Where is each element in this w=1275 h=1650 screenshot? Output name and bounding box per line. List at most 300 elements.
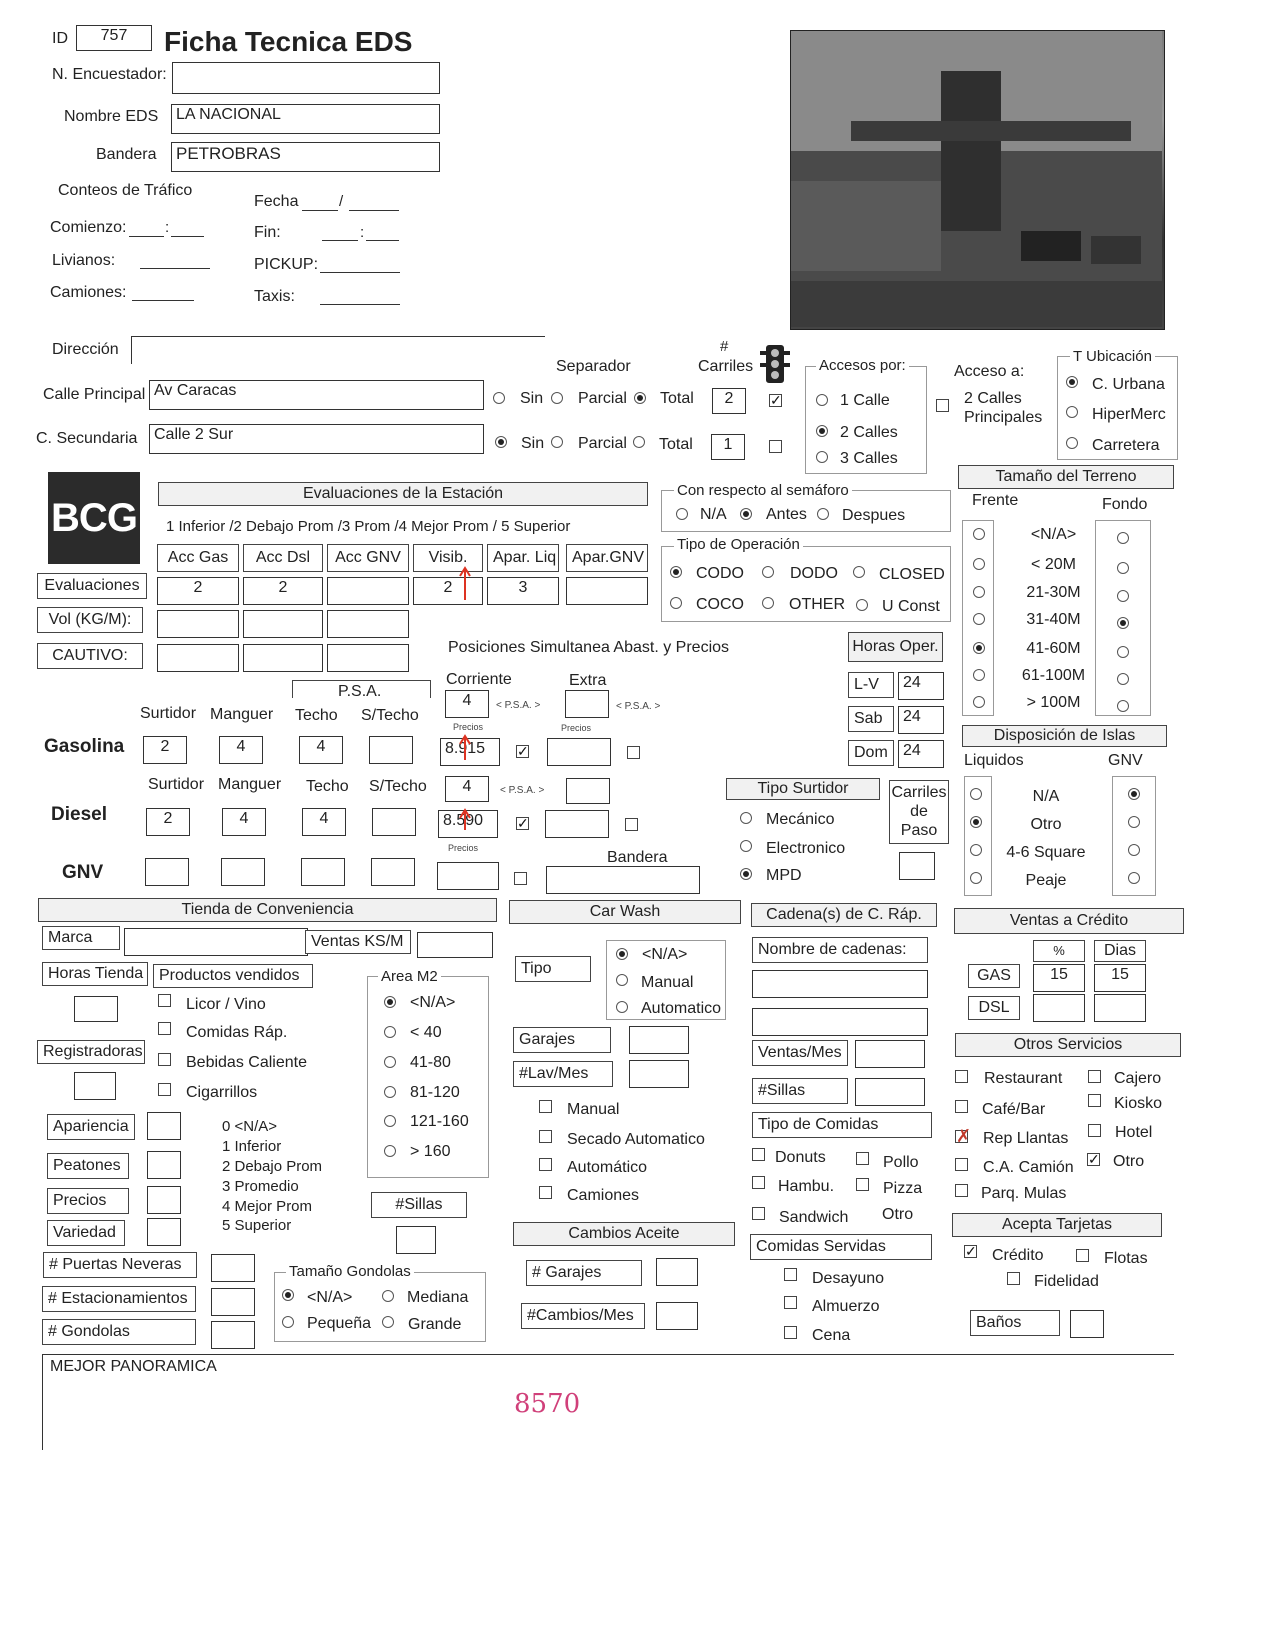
carwash-lav-label: #Lav/Mes xyxy=(513,1061,613,1087)
comida-hambu-checkbox[interactable] xyxy=(752,1176,765,1189)
islas-liq-radio-0[interactable] xyxy=(970,788,982,800)
tienda-eval-field-0[interactable] xyxy=(147,1112,181,1140)
gas-extra-checkbox[interactable] xyxy=(627,746,640,759)
aceite-cambios-label: #Cambios/Mes xyxy=(521,1303,645,1329)
evaluaciones-scale: 1 Inferior /2 Debajo Prom /3 Prom /4 Mejor Prom / 5 Superior xyxy=(166,518,571,535)
comida-pizza-checkbox[interactable] xyxy=(856,1178,869,1191)
prod-licor-checkbox[interactable] xyxy=(158,994,171,1007)
tarjeta-flotas-label: Flotas xyxy=(1104,1250,1148,1267)
servida-cena-checkbox[interactable] xyxy=(784,1326,797,1339)
semaforo-antes-radio[interactable] xyxy=(740,508,752,520)
gas-corriente-psa[interactable]: 4 xyxy=(445,690,489,718)
cw-automatico-label: Automático xyxy=(567,1159,648,1176)
otros-mulas-checkbox[interactable] xyxy=(955,1184,968,1197)
fin-minute[interactable] xyxy=(366,240,399,241)
encuestador-field[interactable] xyxy=(172,62,440,94)
dsl-stecho-field[interactable] xyxy=(372,808,416,836)
taxis-field[interactable] xyxy=(320,304,400,305)
carriles-paso-label xyxy=(889,780,949,844)
accesos-3-label: 3 Calles xyxy=(840,450,898,467)
accesos-title: Accesos por: xyxy=(816,357,909,374)
area-radio-3[interactable] xyxy=(384,1086,396,1098)
tienda-eval-field-1[interactable] xyxy=(147,1151,181,1179)
op-coco-label: COCO xyxy=(696,596,744,613)
gondola-grande-label: Grande xyxy=(408,1316,462,1333)
cadenas-nombre-field-1[interactable] xyxy=(752,970,928,998)
traffic-title: Conteos de Tráfico xyxy=(58,182,193,199)
traffic-light-icon xyxy=(760,345,792,385)
tienda-eval-label-2: Precios xyxy=(47,1188,129,1214)
acceso-a-value2: Principales xyxy=(964,409,1043,426)
islas-gnv: GNV xyxy=(1108,752,1143,769)
panoramica-note: 8570 xyxy=(514,1389,581,1419)
credito-gas-pct[interactable]: 15 xyxy=(1033,964,1085,992)
comienzo-minute[interactable] xyxy=(171,236,204,237)
frente-radio-2[interactable] xyxy=(973,586,985,598)
islas-gnv-radio-2[interactable] xyxy=(1128,844,1140,856)
ubicacion-carretera-radio[interactable] xyxy=(1066,437,1078,449)
panoramica-label: MEJOR PANORAMICA xyxy=(50,1358,217,1375)
surtidor-electronico-radio[interactable] xyxy=(740,840,752,852)
secundaria-carriles-field[interactable]: 1 xyxy=(711,434,745,460)
credito-dias-label: Dias xyxy=(1094,940,1146,962)
dsl-extra-precio[interactable] xyxy=(545,810,609,838)
fondo-radio-6[interactable] xyxy=(1117,700,1129,712)
direccion-field[interactable] xyxy=(131,336,545,364)
prod-cigarrillos-checkbox[interactable] xyxy=(158,1083,171,1096)
tienda-eval-field-2[interactable] xyxy=(147,1186,181,1214)
gondola-size-title: Tamaño Gondolas xyxy=(286,1263,414,1280)
gas-extra-precio[interactable] xyxy=(547,738,611,766)
horas-lv-label: L-V xyxy=(848,672,894,698)
dsl-extra-checkbox[interactable] xyxy=(625,818,638,831)
comida-pollo-checkbox[interactable] xyxy=(856,1152,869,1165)
prod-licor-label: Licor / Vino xyxy=(186,996,266,1013)
carwash-auto-radio[interactable] xyxy=(616,1001,628,1013)
aceite-garajes-field[interactable] xyxy=(656,1258,698,1286)
op-closed-label: CLOSED xyxy=(879,566,945,583)
gondola-pequena-radio[interactable] xyxy=(282,1316,294,1328)
livianos-field[interactable] xyxy=(140,268,210,269)
area-radio-4[interactable] xyxy=(384,1115,396,1127)
credito-gas-label: GAS xyxy=(968,964,1020,988)
gas-techo-field[interactable]: 4 xyxy=(299,736,343,764)
fecha-month[interactable] xyxy=(349,210,399,211)
comida-otro-label: Otro xyxy=(882,1206,914,1223)
tienda-ventas-field[interactable] xyxy=(417,932,493,958)
gas-manguer-label: Manguer xyxy=(210,706,274,723)
secundaria-parcial-radio[interactable] xyxy=(551,436,563,448)
secundaria-sin-radio[interactable] xyxy=(495,436,507,448)
prod-comidas-checkbox[interactable] xyxy=(158,1022,171,1035)
otros-cajero-checkbox[interactable] xyxy=(1088,1070,1101,1083)
otros-cafe-checkbox[interactable] xyxy=(955,1100,968,1113)
area-option-2: 41-80 xyxy=(410,1054,451,1071)
camiones-field[interactable] xyxy=(132,300,194,301)
otros-header: Otros Servicios xyxy=(955,1033,1181,1057)
carriles-label: Carriles xyxy=(698,358,754,375)
carwash-garajes-field[interactable] xyxy=(629,1026,689,1054)
cw-camiones-label: Camiones xyxy=(567,1187,640,1204)
posiciones-title: Posiciones Simultanea Abast. y Precios xyxy=(448,639,730,656)
islas-option-0: N/A xyxy=(1032,788,1060,805)
tienda-marca-field[interactable] xyxy=(124,928,308,956)
frente-radio-5[interactable] xyxy=(973,669,985,681)
area-radio-0[interactable] xyxy=(384,996,396,1008)
islas-liq-radio-2[interactable] xyxy=(970,844,982,856)
registradoras-field[interactable] xyxy=(74,1072,116,1100)
prod-cigarrillos-label: Cigarrillos xyxy=(186,1084,258,1101)
scale-item-3: 3 Promedio xyxy=(222,1178,299,1195)
eval-acc-dsl[interactable]: 2 xyxy=(243,577,323,605)
op-other-radio[interactable] xyxy=(762,597,774,609)
fondo-radio-5[interactable] xyxy=(1117,673,1129,685)
accesos-1-radio[interactable] xyxy=(816,394,828,406)
servida-desayuno-checkbox[interactable] xyxy=(784,1268,797,1281)
horas-lv-field[interactable]: 24 xyxy=(898,672,944,700)
camiones-label: Camiones: xyxy=(50,284,127,301)
terreno-fondo: Fondo xyxy=(1102,496,1148,513)
prod-bebidas-label: Bebidas Caliente xyxy=(186,1054,307,1071)
tienda-horas-field[interactable] xyxy=(74,996,118,1022)
accesos-1-label: 1 Calle xyxy=(840,392,890,409)
area-option-3: 81-120 xyxy=(410,1084,460,1101)
eval-acc-gas[interactable]: 2 xyxy=(157,577,239,605)
comida-pollo-label: Pollo xyxy=(883,1154,919,1171)
comienzo-label: Comienzo: xyxy=(50,219,127,236)
gondola-grande-radio[interactable] xyxy=(382,1316,394,1328)
carriles-paso-line2: de xyxy=(910,803,928,820)
cw-secado-checkbox[interactable] xyxy=(539,1130,552,1143)
gondola-na-label: <N/A> xyxy=(307,1289,353,1306)
red-arrow-mark xyxy=(458,566,472,602)
gas-surtidor-field[interactable]: 2 xyxy=(143,736,187,764)
frente-radio-3[interactable] xyxy=(973,613,985,625)
vol-acc-gnv[interactable] xyxy=(327,610,409,638)
cw-manual-checkbox[interactable] xyxy=(539,1100,552,1113)
dsl-techo-label: Techo xyxy=(306,778,349,795)
comida-pizza-label: Pizza xyxy=(883,1180,923,1197)
terreno-option-4: 41-60M xyxy=(1026,640,1081,657)
principal-total-radio[interactable] xyxy=(634,392,646,404)
frente-radio-4[interactable] xyxy=(973,642,985,654)
scale-item-4: 4 Mejor Prom xyxy=(222,1198,313,1215)
otros-kiosko-checkbox[interactable] xyxy=(1088,1094,1101,1107)
frente-radio-0[interactable] xyxy=(973,528,985,540)
prod-comidas-label: Comidas Ráp. xyxy=(186,1024,288,1041)
op-codo-radio[interactable] xyxy=(670,566,682,578)
op-dodo-label: DODO xyxy=(790,565,838,582)
gas-stecho-field[interactable] xyxy=(369,736,413,764)
tienda-sillas-label: #Sillas xyxy=(371,1192,467,1218)
estacionamientos-field[interactable] xyxy=(211,1288,255,1316)
otros-otro-label: Otro xyxy=(1113,1153,1145,1170)
semaforo-despues-radio[interactable] xyxy=(817,508,829,520)
credito-dsl-label: DSL xyxy=(968,996,1020,1020)
fecha-sep: / xyxy=(339,193,344,210)
livianos-label: Livianos: xyxy=(52,252,116,269)
calle-secundaria-field[interactable]: Calle 2 Sur xyxy=(149,424,484,454)
credito-dsl-pct[interactable] xyxy=(1033,994,1085,1022)
encuestador-label: N. Encuestador: xyxy=(52,66,167,83)
aceite-cambios-field[interactable] xyxy=(656,1302,698,1330)
carwash-auto-label: Automatico xyxy=(641,1000,722,1017)
tarjeta-flotas-checkbox[interactable] xyxy=(1076,1249,1089,1262)
dsl-precio-checkbox[interactable] xyxy=(516,817,529,830)
otros-hotel-label: Hotel xyxy=(1115,1124,1153,1141)
terreno-option-3: 31-40M xyxy=(1026,611,1081,628)
comida-donuts-checkbox[interactable] xyxy=(752,1148,765,1161)
diesel-label: Diesel xyxy=(51,804,107,825)
cadenas-header: Cadena(s) de C. Ráp. xyxy=(751,903,937,927)
pickup-field[interactable] xyxy=(320,272,400,273)
gnv-bandera-field[interactable] xyxy=(546,866,700,894)
principal-parcial-label: Parcial xyxy=(578,390,627,407)
horas-dom-label: Dom xyxy=(848,740,894,766)
dsl-precios-small: Precios xyxy=(448,843,479,853)
carwash-lav-field[interactable] xyxy=(629,1060,689,1088)
frente-radio-6[interactable] xyxy=(973,696,985,708)
acceso-a-label: Acceso a: xyxy=(954,363,1025,380)
calle-principal-field[interactable]: Av Caracas xyxy=(149,380,484,410)
otros-cafe-label: Café/Bar xyxy=(982,1101,1046,1118)
fondo-radio-4[interactable] xyxy=(1117,646,1129,658)
principal-parcial-radio[interactable] xyxy=(551,392,563,404)
gondola-mediana-label: Mediana xyxy=(407,1289,469,1306)
calle-secundaria-label: C. Secundaria xyxy=(36,430,138,447)
eval-acc-gnv[interactable] xyxy=(327,577,409,605)
fecha-day[interactable] xyxy=(302,210,338,211)
area-option-4: 121-160 xyxy=(410,1113,469,1130)
dsl-surtidor-label: Surtidor xyxy=(148,776,205,793)
taxis-label: Taxis: xyxy=(254,288,295,305)
tarjetas-header: Acepta Tarjetas xyxy=(952,1213,1162,1237)
acceso-a-checkbox[interactable] xyxy=(936,399,949,412)
gnv-surtidor-field[interactable] xyxy=(145,858,189,886)
credito-pct-label: % xyxy=(1033,940,1085,962)
islas-gnv-radio-0[interactable] xyxy=(1128,788,1140,800)
gnv-precio-field[interactable] xyxy=(437,862,499,890)
otros-hotel-checkbox[interactable] xyxy=(1088,1124,1101,1137)
cw-camiones-checkbox[interactable] xyxy=(539,1186,552,1199)
cautivo-acc-gnv[interactable] xyxy=(327,644,409,672)
secundaria-total-radio[interactable] xyxy=(633,436,645,448)
carwash-garajes-label: Garajes xyxy=(513,1027,611,1053)
calle-principal-label: Calle Principal xyxy=(43,386,146,403)
ubicacion-hipermerc-radio[interactable] xyxy=(1066,406,1078,418)
tienda-ventas-label: Ventas KS/M xyxy=(305,930,411,954)
id-field[interactable]: 757 xyxy=(76,25,152,51)
islas-gnv-radio-3[interactable] xyxy=(1128,872,1140,884)
carriles-paso-field[interactable] xyxy=(899,852,935,880)
banos-field[interactable] xyxy=(1070,1310,1104,1338)
comida-donuts-label: Donuts xyxy=(775,1149,826,1166)
gas-corriente-precio[interactable]: 8.915 xyxy=(440,738,500,766)
horas-dom-field[interactable]: 24 xyxy=(898,740,944,768)
dsl-techo-field[interactable]: 4 xyxy=(302,808,346,836)
secundaria-total-label: Total xyxy=(659,436,693,453)
comida-sandwich-label: Sandwich xyxy=(779,1209,849,1226)
extra-label: Extra xyxy=(569,672,607,689)
row-vol: Vol (KG/M): xyxy=(37,607,143,633)
frente-radio-1[interactable] xyxy=(973,558,985,570)
terreno-header: Tamaño del Terreno xyxy=(958,465,1174,489)
terreno-option-0: <N/A> xyxy=(1030,526,1077,543)
banos-label: Baños xyxy=(970,1310,1060,1336)
secundaria-semaforo-checkbox[interactable] xyxy=(769,440,782,453)
tienda-header: Tienda de Conveniencia xyxy=(38,898,497,922)
prod-bebidas-checkbox[interactable] xyxy=(158,1053,171,1066)
gondola-na-radio[interactable] xyxy=(282,1289,294,1301)
islas-gnv-radio-1[interactable] xyxy=(1128,816,1140,828)
terreno-option-2: 21-30M xyxy=(1026,584,1081,601)
gnv-precio-checkbox[interactable] xyxy=(514,872,527,885)
gnv-techo-field[interactable] xyxy=(301,858,345,886)
principal-carriles-field[interactable]: 2 xyxy=(712,388,746,414)
neveras-field[interactable] xyxy=(211,1254,255,1282)
islas-option-3: Peaje xyxy=(1025,872,1067,889)
aceite-garajes-label: # Garajes xyxy=(526,1260,642,1286)
tarjeta-credito-checkbox[interactable] xyxy=(964,1245,977,1258)
cadenas-ventas-label: Ventas/Mes xyxy=(752,1040,848,1066)
credito-dsl-dias[interactable] xyxy=(1094,994,1146,1022)
fin-hour[interactable] xyxy=(322,240,358,241)
comienzo-hour[interactable] xyxy=(129,236,164,237)
ubicacion-urbana-radio[interactable] xyxy=(1066,376,1078,388)
area-radio-5[interactable] xyxy=(384,1145,396,1157)
otros-llantas-checkbox[interactable] xyxy=(955,1130,968,1143)
gnv-label: GNV xyxy=(62,862,104,883)
separador-label: Separador xyxy=(556,358,631,375)
gondolas-field[interactable] xyxy=(211,1321,255,1349)
credito-gas-dias[interactable]: 15 xyxy=(1094,964,1146,992)
islas-liq-radio-1[interactable] xyxy=(970,816,982,828)
nombre-eds-field[interactable]: LA NACIONAL xyxy=(171,104,440,134)
carwash-manual-label: Manual xyxy=(641,974,694,991)
eval-apar-gnv[interactable] xyxy=(566,577,648,605)
pickup-label: PICKUP: xyxy=(254,256,319,273)
accesos-2-radio[interactable] xyxy=(816,425,828,437)
carriles-hash: # xyxy=(720,338,729,355)
surtidor-mecanico-label: Mecánico xyxy=(766,811,835,828)
carwash-manual-radio[interactable] xyxy=(616,974,628,986)
terreno-frente: Frente xyxy=(972,492,1019,509)
dsl-surtidor-field[interactable]: 2 xyxy=(146,808,190,836)
islas-liq-radio-3[interactable] xyxy=(970,872,982,884)
tarjeta-fidelidad-label: Fidelidad xyxy=(1034,1273,1099,1290)
gnv-bandera-label: Bandera xyxy=(607,849,668,866)
fin-sep: : xyxy=(360,224,365,241)
ubicacion-urbana-label: C. Urbana xyxy=(1092,376,1165,393)
nombre-eds-label: Nombre EDS xyxy=(64,108,159,125)
fondo-radio-1[interactable] xyxy=(1117,562,1129,574)
vol-acc-dsl[interactable] xyxy=(243,610,323,638)
dsl-extra-psa[interactable] xyxy=(566,778,610,804)
dsl-psa-field[interactable]: 4 xyxy=(445,776,489,802)
otros-camion-checkbox[interactable] xyxy=(955,1158,968,1171)
eval-visib[interactable]: 2 xyxy=(413,577,483,605)
otros-camion-label: C.A. Camión xyxy=(983,1159,1074,1176)
gnv-stecho-field[interactable] xyxy=(371,858,415,886)
bandera-field[interactable]: PETROBRAS xyxy=(171,142,440,172)
col-visib: Visib. xyxy=(413,544,483,572)
gondola-pequena-label: Pequeña xyxy=(307,1315,372,1332)
id-label: ID xyxy=(52,30,68,47)
servidas-label: Comidas Servidas xyxy=(750,1234,932,1260)
psa-label: P.S.A. xyxy=(338,683,382,700)
carwash-header: Car Wash xyxy=(509,900,741,924)
ubicacion-hipermerc-label: HiperMerc xyxy=(1092,406,1166,423)
dsl-precio-field[interactable]: 8.590 xyxy=(438,810,498,838)
fin-label: Fin: xyxy=(254,224,281,241)
tarjeta-fidelidad-checkbox[interactable] xyxy=(1007,1272,1020,1285)
comida-sandwich-checkbox[interactable] xyxy=(752,1207,765,1220)
area-radio-2[interactable] xyxy=(384,1056,396,1068)
otros-restaurant-checkbox[interactable] xyxy=(955,1070,968,1083)
gas-extra-psa[interactable] xyxy=(565,690,609,718)
fondo-radio-3[interactable] xyxy=(1117,617,1129,629)
dsl-manguer-field[interactable]: 4 xyxy=(222,808,266,836)
servida-almuerzo-checkbox[interactable] xyxy=(784,1296,797,1309)
tienda-sillas-field[interactable] xyxy=(396,1226,436,1254)
islas-option-1: Otro xyxy=(1030,816,1062,833)
surtidor-mecanico-radio[interactable] xyxy=(740,812,752,824)
op-closed-radio[interactable] xyxy=(853,566,865,578)
surtidor-mpd-radio[interactable] xyxy=(740,868,752,880)
op-uconst-radio[interactable] xyxy=(856,599,868,611)
otros-kiosko-label: Kiosko xyxy=(1114,1095,1163,1112)
red-arrow-mark-dsl xyxy=(458,808,472,832)
cadenas-nombre-field-2[interactable] xyxy=(752,1008,928,1036)
scale-item-2: 2 Debajo Prom xyxy=(222,1158,323,1175)
semaforo-antes-label: Antes xyxy=(766,506,807,523)
station-photo xyxy=(790,30,1165,330)
horas-sab-field[interactable]: 24 xyxy=(898,706,944,734)
cautivo-acc-dsl[interactable] xyxy=(243,644,323,672)
cadenas-ventas-field[interactable] xyxy=(855,1040,925,1068)
eval-apar-liq[interactable]: 3 xyxy=(487,577,559,605)
semaforo-na-label: N/A xyxy=(700,506,727,523)
cw-automatico-checkbox[interactable] xyxy=(539,1158,552,1171)
vol-acc-gas[interactable] xyxy=(157,610,239,638)
otros-mulas-label: Parq. Mulas xyxy=(981,1185,1067,1202)
gas-corriente-checkbox[interactable] xyxy=(516,745,529,758)
accesos-3-radio[interactable] xyxy=(816,451,828,463)
fondo-radio-0[interactable] xyxy=(1117,532,1129,544)
otros-otro-checkbox[interactable] xyxy=(1087,1153,1100,1166)
fondo-radio-2[interactable] xyxy=(1117,590,1129,602)
cautivo-acc-gas[interactable] xyxy=(157,644,239,672)
gondolas-label: # Gondolas xyxy=(42,1319,196,1345)
carwash-na-radio[interactable] xyxy=(616,948,628,960)
semaforo-na-radio[interactable] xyxy=(676,508,688,520)
servida-cena-label: Cena xyxy=(812,1327,851,1344)
productos-label: Productos vendidos xyxy=(153,964,313,988)
gas-manguer-field[interactable]: 4 xyxy=(219,736,263,764)
tienda-eval-field-3[interactable] xyxy=(147,1218,181,1246)
area-radio-1[interactable] xyxy=(384,1026,396,1038)
principal-sin-radio[interactable] xyxy=(493,392,505,404)
corriente-label: Corriente xyxy=(446,671,512,688)
gnv-manguer-field[interactable] xyxy=(221,858,265,886)
semaforo-title: Con respecto al semáforo xyxy=(674,482,852,499)
op-coco-radio[interactable] xyxy=(670,597,682,609)
principal-semaforo-checkbox[interactable] xyxy=(769,394,782,407)
gondola-mediana-radio[interactable] xyxy=(382,1290,394,1302)
horas-header: Horas Oper. xyxy=(848,632,943,662)
op-dodo-radio[interactable] xyxy=(762,566,774,578)
cadenas-sillas-field[interactable] xyxy=(855,1078,925,1106)
